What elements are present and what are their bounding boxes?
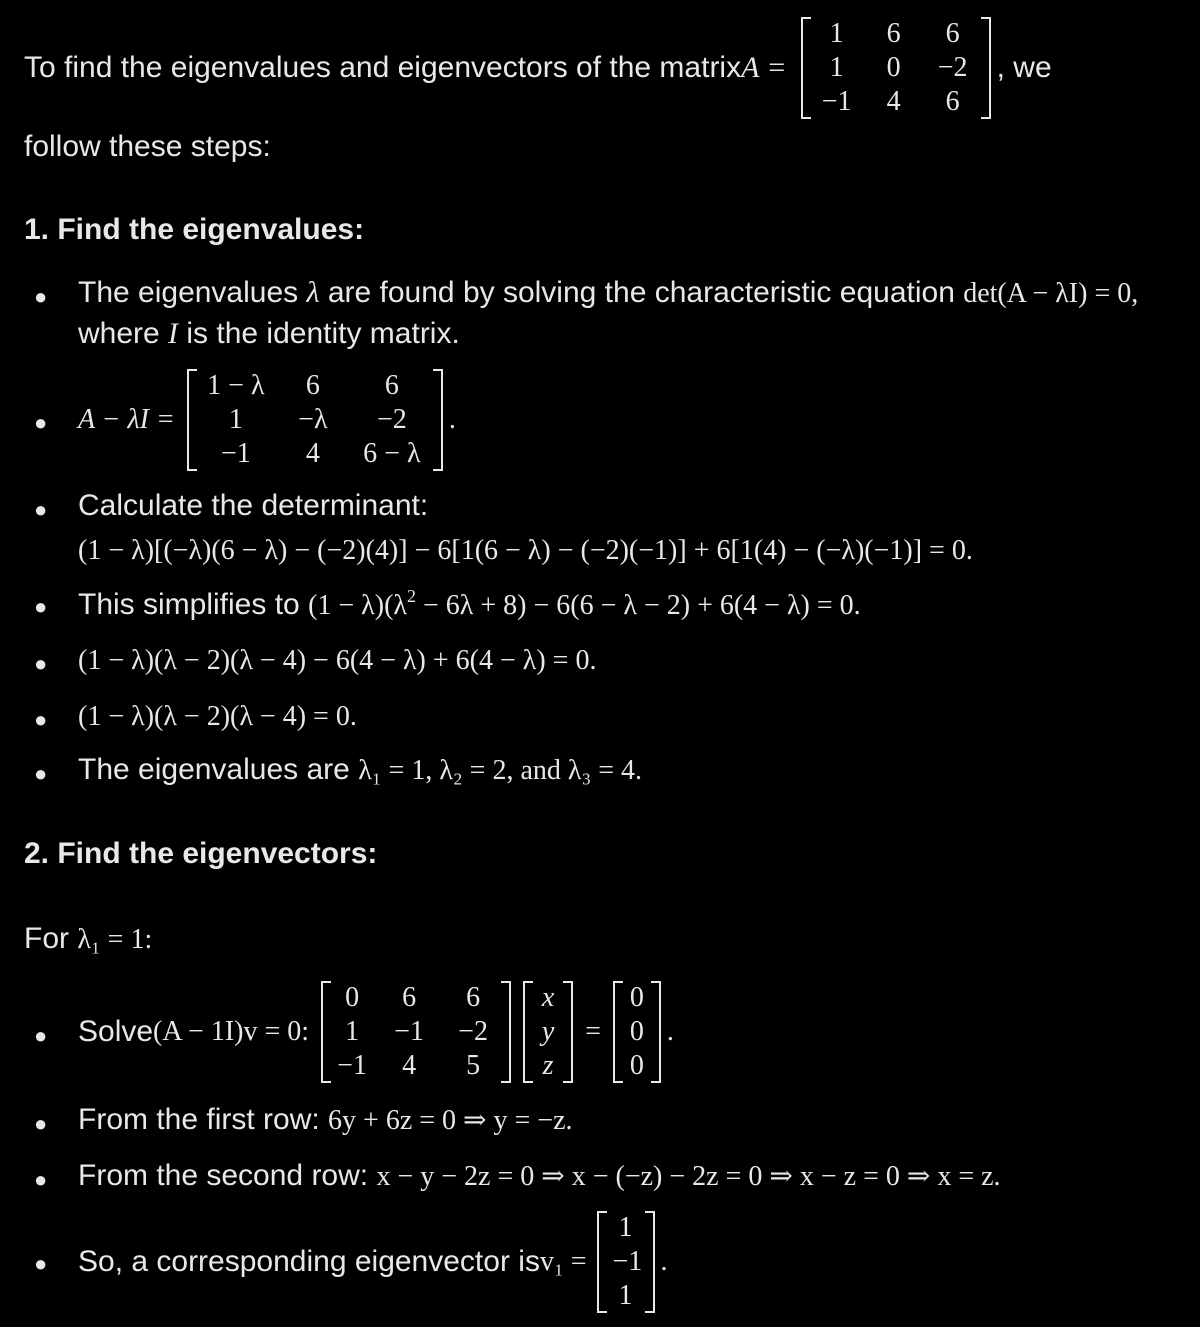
matrix-a [801, 17, 991, 119]
intro-line [24, 6, 1052, 130]
matrix-cell: 6 [945, 18, 960, 49]
s4-eq: v₁ = [539, 1246, 587, 1277]
matrix-cell: 6 [945, 86, 960, 117]
s1-period: . [666, 1016, 674, 1047]
b7-text: The eigenvalues are [78, 753, 359, 786]
bullet: ● [34, 594, 48, 619]
matrix-cell: 1 [829, 52, 844, 83]
eigenvector-v1 [597, 1211, 655, 1313]
matrix-cell: 1 [228, 404, 243, 435]
s1-equals: = [585, 1016, 601, 1047]
vector-cell: y [541, 1016, 555, 1047]
matrix-cell: −2 [937, 52, 968, 83]
matrix-cell: 1 [829, 18, 844, 49]
intro-suffix: , we [996, 51, 1052, 84]
vector-cell: x [541, 982, 555, 1013]
b4-superscript: 2 [406, 586, 416, 606]
b1-line2-b: is the identity matrix. [178, 317, 460, 350]
intro-line2: follow these steps: [24, 130, 271, 163]
s4-text: So, a corresponding eigenvector is [78, 1245, 540, 1278]
b1-lambda: λ [306, 276, 320, 309]
matrix-cell: 4 [886, 86, 901, 117]
matrix-cell: 0 [886, 52, 901, 83]
s3-eq: x − y − 2z = 0 ⇒ x − (−z) − 2z = 0 ⇒ x − z = 0 ⇒ x = z. [376, 1161, 1001, 1192]
bullet: ● [34, 651, 48, 676]
matrix-a-minus-i [321, 981, 511, 1083]
matrix-cell: −1 [337, 1050, 367, 1081]
matrix-cell: −1 [821, 86, 852, 117]
b1-text-b: are found by solving the characteristic equation [319, 276, 964, 309]
step1-bullet-2 [78, 368, 456, 472]
vector-cell: 0 [629, 1050, 644, 1081]
b2-period: . [448, 404, 456, 435]
step1-bullet-4 [78, 586, 861, 622]
bullet: ● [34, 1111, 48, 1136]
intro-text: To find the eigenvalues and eigenvectors of the matrix [24, 51, 742, 84]
vector-cell: 0 [629, 1016, 644, 1047]
b4-eq-a: (1 − λ)(λ [308, 590, 407, 621]
s2-text: From the first row: [78, 1103, 329, 1136]
matrix-cell: −2 [376, 404, 407, 435]
vector-xyz [523, 981, 573, 1083]
matrix-cell: 6 [886, 18, 901, 49]
s1-eq: (A − 1I)v = 0: [153, 1016, 310, 1047]
bullet: ● [34, 497, 48, 522]
s1-text: Solve [78, 1015, 154, 1048]
bullet: ● [34, 707, 48, 732]
for-lambda-1 [24, 922, 152, 956]
step1-heading: 1. Find the eigenvalues: [24, 213, 365, 246]
b4-text: This simplifies to [78, 588, 309, 621]
matrix-cell: 6 [384, 370, 399, 401]
step2-bullet-3 [78, 1159, 1001, 1193]
bullet: ● [34, 761, 48, 786]
intro-matrix-label: A = [741, 51, 787, 84]
vector-cell: z [542, 1050, 554, 1081]
bullet: ● [34, 410, 48, 435]
matrix-cell: 6 − λ [363, 438, 421, 469]
determinant-expansion: (1 − λ)[(−λ)(6 − λ) − (−2)(4)] − 6[1(6 − λ) − (−2)(−1)] + 6[1(4) − (−λ)(−1)] = 0. [78, 535, 973, 566]
matrix-cell: −1 [220, 438, 251, 469]
step1-bullet-3: Calculate the determinant: [78, 489, 429, 522]
b1-identity: I [168, 317, 179, 350]
matrix-cell: 6 [402, 982, 417, 1013]
matrix-a-minus-lambda-i [187, 369, 443, 471]
b1-text-a: The eigenvalues [78, 276, 307, 309]
s4-period: . [660, 1246, 668, 1277]
for-text: For [24, 922, 78, 955]
step1-bullet-5: (1 − λ)(λ − 2)(λ − 4) − 6(4 − λ) + 6(4 − λ) = 0. [78, 645, 597, 676]
zero-vector [613, 981, 661, 1083]
step2-heading: 2. Find the eigenvectors: [24, 837, 378, 870]
vector-cell: 1 [618, 1212, 633, 1243]
step1-bullet-1-line2 [78, 317, 460, 351]
step2-bullet-4 [78, 1210, 668, 1314]
bullet: ● [34, 284, 48, 309]
vector-cell: −1 [612, 1246, 643, 1277]
matrix-cell: 0 [345, 982, 360, 1013]
bullet: ● [34, 1167, 48, 1192]
step1-bullet-1 [78, 276, 1138, 310]
b1-line2-a: where [78, 317, 169, 350]
s3-text: From the second row: [78, 1159, 377, 1192]
matrix-cell: −2 [458, 1016, 488, 1047]
bullet: ● [34, 1251, 48, 1276]
bullet: ● [34, 1023, 48, 1048]
matrix-cell: 6 [466, 982, 481, 1013]
matrix-cell: 1 [345, 1016, 360, 1047]
matrix-cell: −1 [394, 1016, 424, 1047]
vector-cell: 0 [629, 982, 644, 1013]
b7-eigenvalues: λ₁ = 1, λ₂ = 2, and λ₃ = 4. [358, 755, 643, 786]
step2-bullet-2 [78, 1103, 573, 1137]
matrix-cell: 6 [305, 370, 320, 401]
matrix-cell: 4 [402, 1050, 417, 1081]
step1-bullet-6: (1 − λ)(λ − 2)(λ − 4) = 0. [78, 701, 357, 732]
b1-equation: det(A − λI) = 0, [963, 278, 1139, 309]
matrix-cell: −λ [298, 404, 328, 435]
for-eq: λ₁ = 1: [77, 924, 153, 955]
step2-bullet-1 [78, 980, 674, 1084]
step1-bullet-7 [78, 753, 642, 787]
vector-cell: 1 [618, 1280, 633, 1311]
matrix-cell: 1 − λ [207, 370, 265, 401]
b4-eq-b: − 6λ + 8) − 6(6 − λ − 2) + 6(4 − λ) = 0. [415, 590, 861, 621]
b2-label: A − λI = [78, 404, 175, 435]
matrix-cell: 4 [305, 438, 320, 469]
s2-eq: 6y + 6z = 0 ⇒ y = −z. [328, 1105, 573, 1136]
matrix-cell: 5 [466, 1050, 481, 1081]
